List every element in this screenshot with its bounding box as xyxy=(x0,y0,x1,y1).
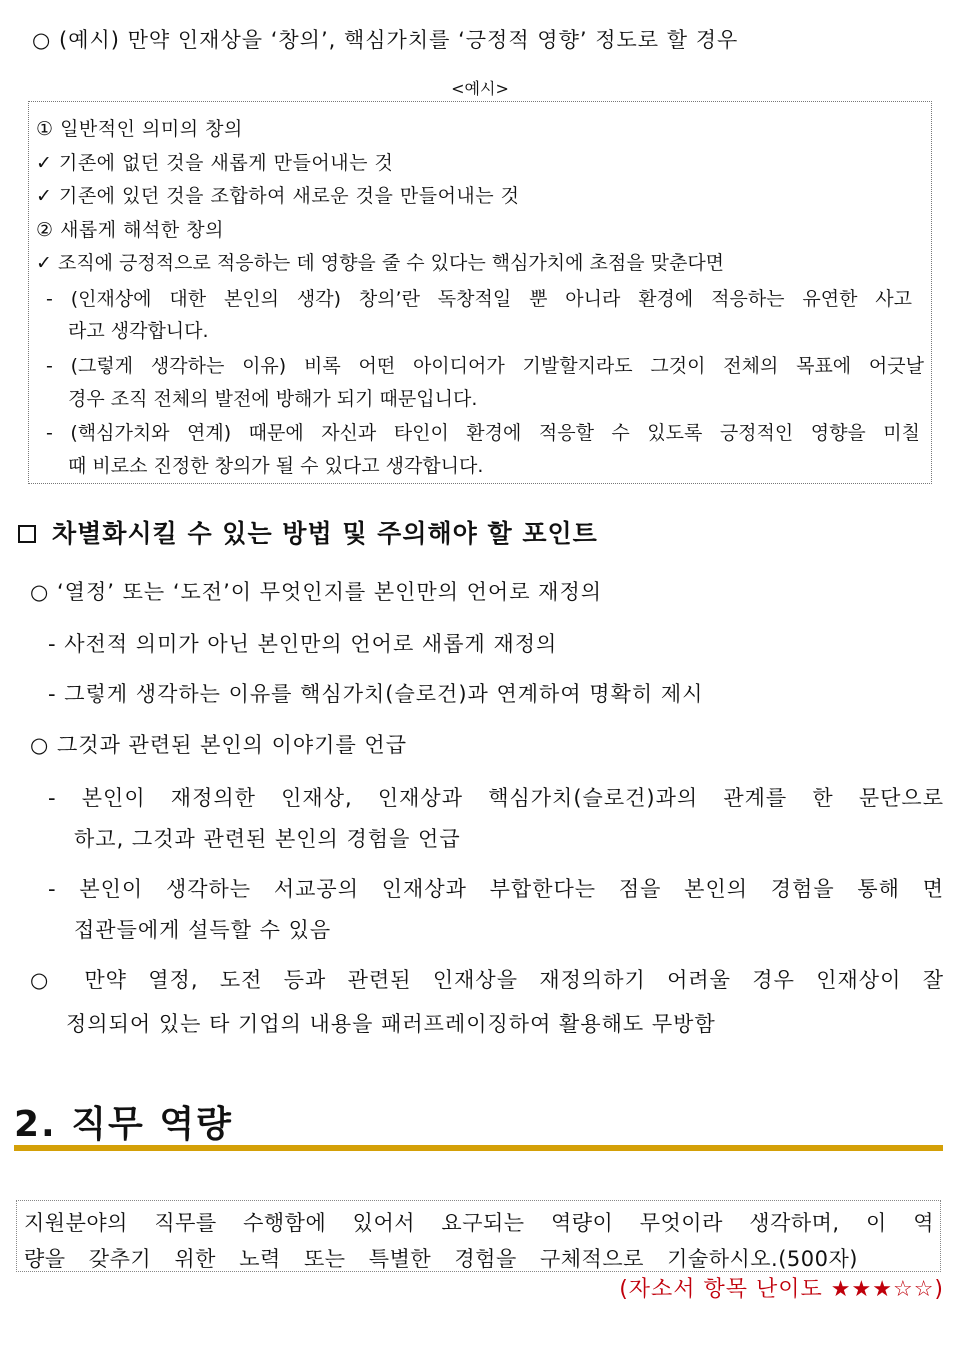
example-heading-reinterpreted: ② 새롭게 해석한 창의 xyxy=(36,219,224,241)
section-dash-item: - 사전적 의미가 아닌 본인만의 언어로 새롭게 재정의 xyxy=(48,632,558,656)
example-dash-continuation: 때 비로소 진정한 창의가 될 수 있다고 생각합니다. xyxy=(68,455,484,477)
question-line: 지원분야의 직무를 수행함에 있어서 요구되는 역량이 무엇이라 생각하며, 이 역 xyxy=(24,1211,934,1235)
example-heading-general: ① 일반적인 의미의 창의 xyxy=(36,118,243,140)
section-bullet: ○ ‘열정’ 또는 ‘도전’이 무엇인지를 본인만의 언어로 재정의 xyxy=(30,580,603,604)
section-bullet-continuation: 정의되어 있는 타 기업의 내용을 패러프레이징하여 활용해도 무방함 xyxy=(66,1012,716,1036)
section-dash-item: - 본인이 재정의한 인재상, 인재상과 핵심가치(슬로건)과의 관계를 한 문단으로 xyxy=(48,786,944,810)
example-dash-continuation: 경우 조직 전체의 발전에 방해가 되기 때문입니다. xyxy=(68,388,478,410)
example-check-item: ✓ 기존에 없던 것을 새롭게 만들어내는 것 xyxy=(36,152,394,174)
example-check-item: ✓ 조직에 긍정적으로 적응하는 데 영향을 줄 수 있다는 핵심가치에 초점을 맞춘다면 xyxy=(36,252,725,274)
checkbox-square-icon xyxy=(18,525,36,543)
difficulty-rating: (자소서 항목 난이도 ★★★☆☆) xyxy=(619,1277,944,1302)
example-label: <예시> xyxy=(451,79,509,98)
section-dash-item: - 본인이 생각하는 서교공의 인재상과 부합한다는 점을 본인의 경험을 통해 면 xyxy=(48,877,944,901)
section-heading: 차별화시킬 수 있는 방법 및 주의해야 할 포인트 xyxy=(18,514,598,550)
example-dash-item: - (인재상에 대한 본인의 생각) 창의’란 독창적일 뿐 아니라 환경에 적응하는 유연한 사고 xyxy=(46,288,912,310)
section-dash-continuation: 접관들에게 설득할 수 있음 xyxy=(74,918,332,942)
section-bullet: ○ 그것과 관련된 본인의 이야기를 언급 xyxy=(30,733,407,757)
example-dash-item: - (핵심가치와 연계) 때문에 자신과 타인이 환경에 적응할 수 있도록 긍정적인 영향을 미칠 xyxy=(46,422,920,444)
chapter-title: 2. 직무 역량 xyxy=(14,1104,233,1145)
question-line: 량을 갖추기 위한 노력 또는 특별한 경험을 구체적으로 기술하시오.(500자) xyxy=(24,1247,858,1271)
section-dash-continuation: 하고, 그것과 관련된 본인의 경험을 언급 xyxy=(74,827,461,851)
example-dash-continuation: 라고 생각합니다. xyxy=(68,320,209,342)
intro-line: ○ (예시) 만약 인재상을 ‘창의’, 핵심가치를 ‘긍정적 영향’ 정도로 할 경우 xyxy=(32,28,739,52)
section-dash-item: - 그렇게 생각하는 이유를 핵심가치(슬로건)과 연계하여 명확히 제시 xyxy=(48,682,704,706)
example-dash-item: - (그렇게 생각하는 이유) 비록 어떤 아이디어가 기발할지라도 그것이 전체의 목표에 어긋날 xyxy=(46,355,924,377)
chapter-divider xyxy=(14,1145,943,1151)
section-bullet: ○ 만약 열정, 도전 등과 관련된 인재상을 재정의하기 어려울 경우 인재상이 잘 xyxy=(30,968,944,992)
example-check-item: ✓ 기존에 있던 것을 조합하여 새로운 것을 만들어내는 것 xyxy=(36,185,520,207)
